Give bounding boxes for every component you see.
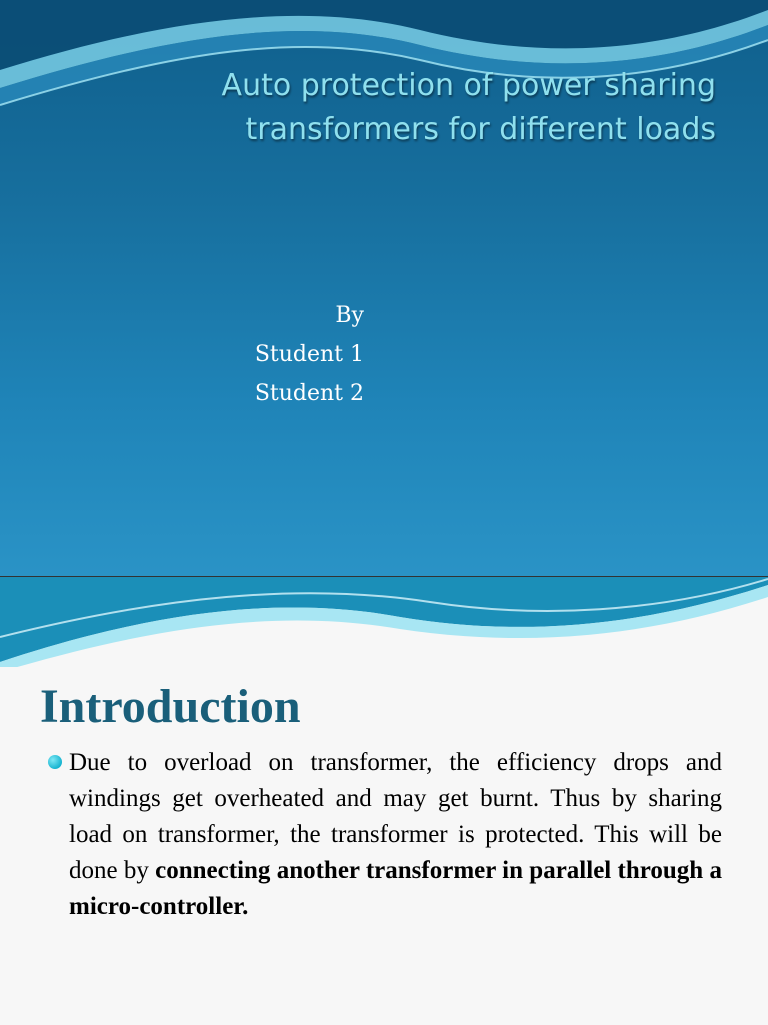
byline-by: By <box>335 303 364 328</box>
slide-title: Auto protection of power sharing transformers for different loads <box>221 68 716 147</box>
bullet-text <box>69 745 722 925</box>
author-list <box>255 296 364 413</box>
introduction-slide <box>0 576 768 1025</box>
wave-decoration <box>0 577 768 667</box>
bullet-dot-icon <box>48 755 62 769</box>
bullet-item <box>48 745 722 925</box>
bullet-text-bold: connecting another transformer in parallel through a micro-controller. <box>69 857 722 920</box>
author-2: Student 2 <box>254 381 364 406</box>
slide-heading: Introduction <box>40 680 301 733</box>
author-1: Student 1 <box>254 342 364 367</box>
bullet-text-plain: Due to overload on transformer, the efficiency drops and windings get overheated and may get burnt. Thus by sharing load on transformer, the transformer is protected. This will be done by <box>69 749 722 884</box>
